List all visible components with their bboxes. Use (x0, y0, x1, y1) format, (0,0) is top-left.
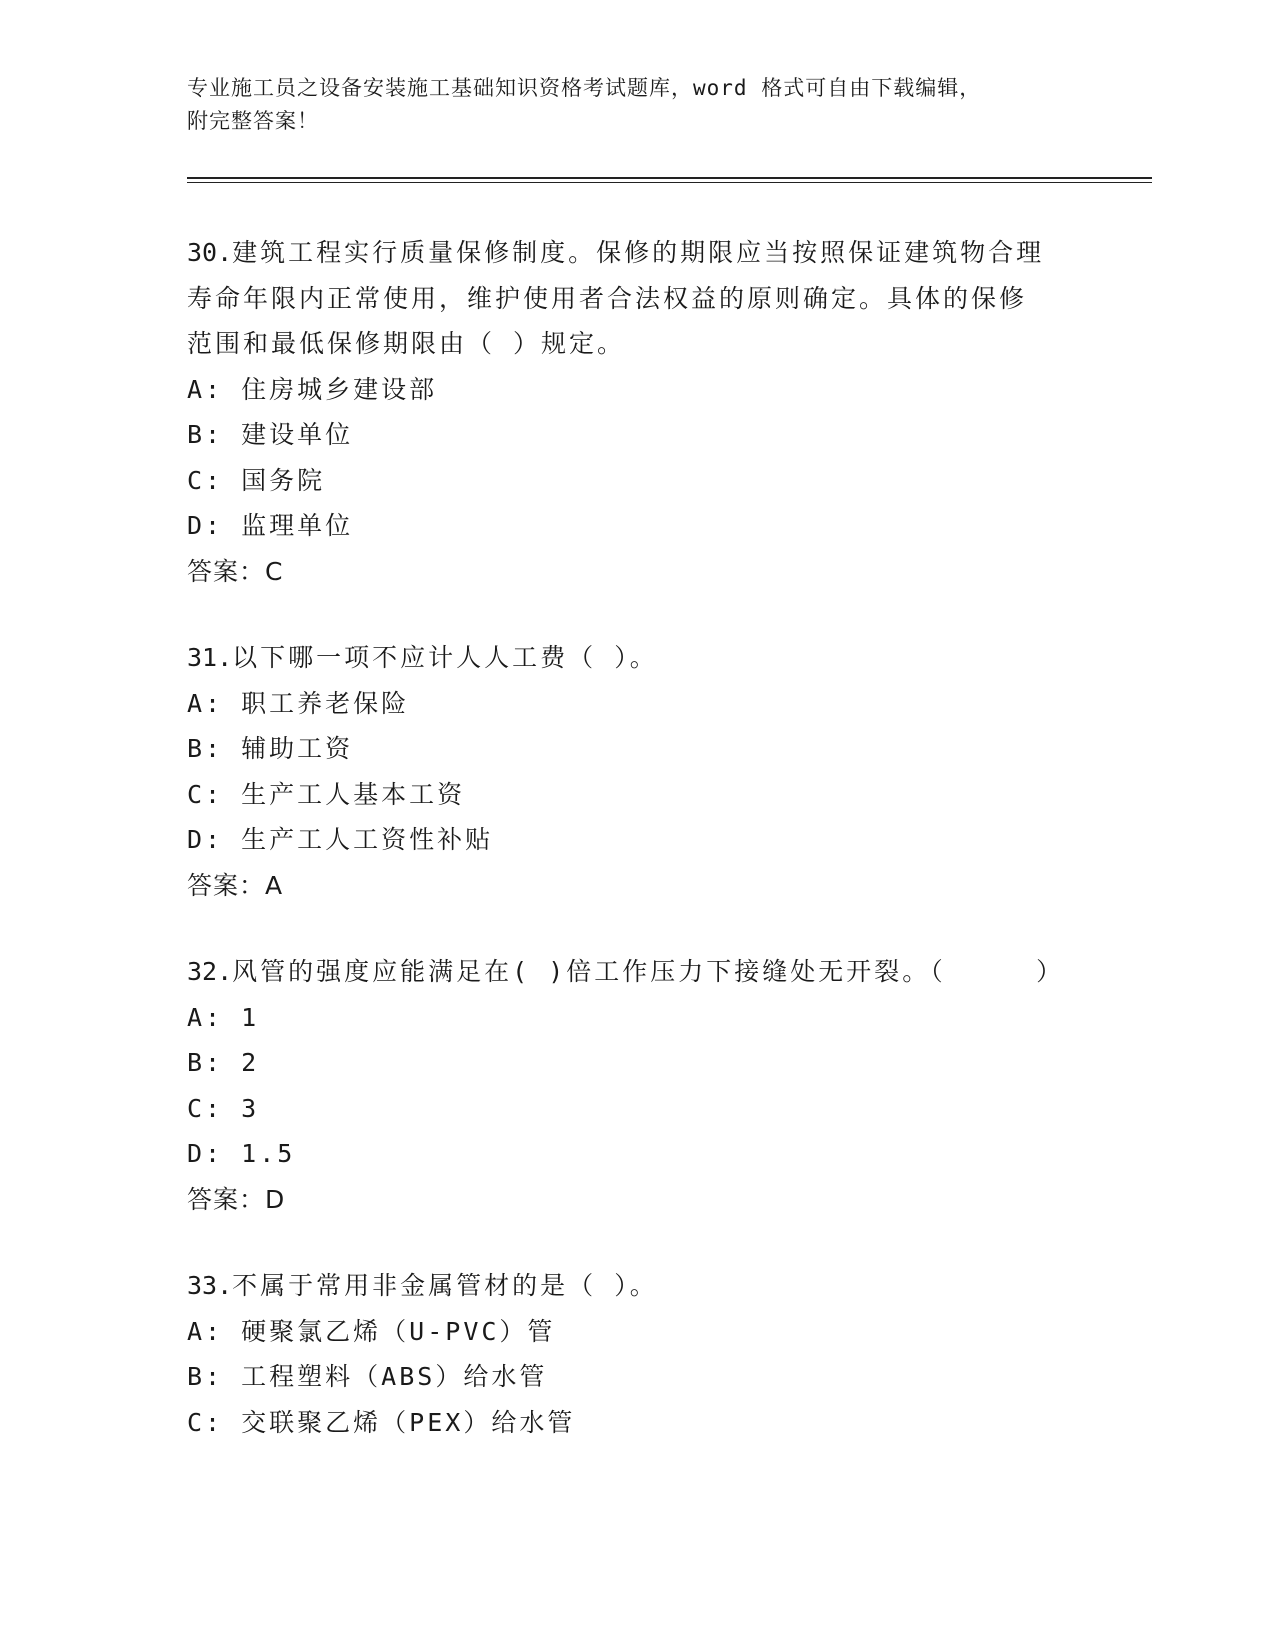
option-d (187, 817, 1087, 863)
question-32 (187, 949, 1087, 1222)
option-text: 3 (241, 1093, 260, 1123)
option-label: A: (187, 374, 224, 404)
document-header (187, 72, 1067, 138)
header-line-2: 附完整答案！ (187, 109, 319, 133)
header-divider-thick (187, 177, 1152, 179)
question-stem-line: 33.不属于常用非金属管材的是（ ）。 (187, 1271, 658, 1300)
option-text: 生产工人工资性补贴 (241, 825, 494, 854)
option-text: 交联聚乙烯（PEX）给水管 (241, 1407, 576, 1437)
option-label: C: (187, 1407, 224, 1437)
option-text: 监理单位 (241, 511, 354, 540)
option-text: 1.5 (241, 1139, 296, 1168)
option-label: A: (187, 1002, 224, 1032)
option-text: 生产工人基本工资 (241, 779, 466, 809)
question-stem-line: 31.以下哪一项不应计人人工费（ ）。 (187, 643, 658, 672)
option-label: C: (187, 779, 224, 809)
option-label: A: (187, 1316, 224, 1346)
option-a (187, 367, 1087, 413)
question-number: 30. (187, 238, 233, 267)
option-label: D: (187, 825, 224, 854)
option-label: B: (187, 734, 224, 763)
question-30 (187, 230, 1087, 594)
option-text: 2 (241, 1048, 260, 1077)
option-c (187, 1086, 1087, 1132)
answer-line: 答案：D (187, 1184, 286, 1214)
option-text: 职工养老保险 (241, 688, 410, 718)
option-label: A: (187, 688, 224, 718)
header-line-1: 专业施工员之设备安装施工基础知识资格考试题库，word 格式可自由下载编辑， (187, 76, 982, 100)
option-text: 工程塑料（ABS）给水管 (241, 1362, 548, 1391)
option-b (187, 412, 1087, 458)
header-divider-thin (187, 182, 1152, 183)
option-c (187, 1400, 1087, 1446)
option-a (187, 1309, 1087, 1355)
question-number: 31. (187, 643, 233, 672)
question-number: 33. (187, 1271, 233, 1300)
answer-line: 答案：A (187, 870, 284, 900)
option-c (187, 772, 1087, 818)
option-label: C: (187, 1093, 224, 1123)
option-b (187, 1354, 1087, 1400)
option-label: D: (187, 1139, 224, 1168)
option-d (187, 503, 1087, 549)
option-label: C: (187, 465, 224, 495)
answer-line: 答案：C (187, 556, 284, 586)
option-b (187, 726, 1087, 772)
option-d (187, 1131, 1087, 1177)
question-stem-line: 30.建筑工程实行质量保修制度。保修的期限应当按照保证建筑物合理 (187, 238, 1045, 267)
option-label: B: (187, 420, 224, 449)
option-text: 硬聚氯乙烯（U-PVC）管 (241, 1316, 556, 1346)
option-label: B: (187, 1048, 224, 1077)
option-text: 住房城乡建设部 (241, 374, 438, 404)
question-33 (187, 1263, 1087, 1445)
question-31 (187, 635, 1087, 908)
option-a (187, 995, 1087, 1041)
question-number: 32. (187, 957, 233, 986)
option-a (187, 681, 1087, 727)
question-stem-line: 寿命年限内正常使用，维护使用者合法权益的原则确定。具体的保修 (187, 283, 1028, 313)
option-text: 国务院 (241, 465, 326, 495)
option-text: 辅助工资 (241, 734, 354, 763)
option-label: B: (187, 1362, 224, 1391)
option-label: D: (187, 511, 224, 540)
question-stem-line: 范围和最低保修期限由（ ）规定。 (187, 329, 626, 358)
option-text: 1 (241, 1002, 260, 1032)
question-stem-line: 32.风管的强度应能满足在( )倍工作压力下接缝处无开裂。（ ） (187, 957, 1065, 986)
option-text: 建设单位 (241, 420, 354, 449)
option-c (187, 458, 1087, 504)
question-list (187, 230, 1087, 1486)
option-b (187, 1040, 1087, 1086)
